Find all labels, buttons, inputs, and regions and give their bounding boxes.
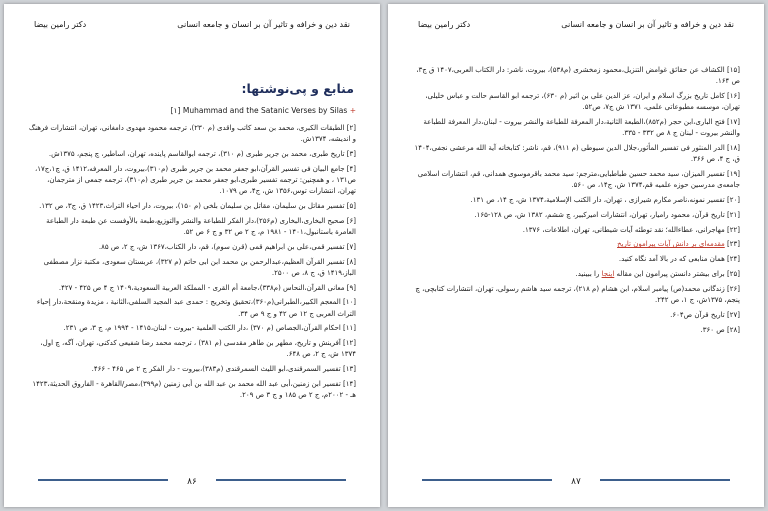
- reference-text: تفسیر قمی،علی بن ابراهیم قمی (قرن سوم)، قم، دار الکتاب،۱۳۶۷ ش، ج ۲، ص ۸۵.: [98, 242, 345, 251]
- reference-text: همان منابعی که در بالا آمد نگاه کنید.: [618, 255, 725, 264]
- plus-icon: +: [349, 106, 356, 115]
- reference-number[interactable]: [۹]: [346, 283, 356, 292]
- reference-number[interactable]: [۱۱]: [343, 324, 356, 333]
- reference-number[interactable]: [۶]: [346, 216, 356, 225]
- reference-number[interactable]: [۲۵]: [727, 269, 740, 278]
- author-name: دکتر رامین بیضا: [34, 20, 87, 29]
- reference-entry: [28, 123, 356, 145]
- reference-number[interactable]: [۸]: [346, 257, 356, 266]
- reference-entry: [28, 379, 356, 401]
- reference-text: تاریخ قرآن ص۶۰۴.: [670, 310, 725, 319]
- reference-entry: [412, 65, 740, 87]
- reference-entry: [412, 269, 740, 280]
- reference-number[interactable]: [۲۴]: [727, 255, 740, 264]
- reference-entry: [412, 284, 740, 306]
- reference-number[interactable]: [۱۷]: [727, 118, 740, 126]
- reference-number[interactable]: [۱۴]: [343, 379, 356, 388]
- reference-text[interactable]: مقدمه‌ای بر دانش آیات پیرامون تاریخ: [617, 240, 725, 249]
- reference-entry: [28, 201, 356, 212]
- reference-number[interactable]: [۱۳]: [343, 365, 356, 374]
- section-title: منابع و پی‌نوشتها:: [241, 81, 354, 96]
- page-number: ۸۶: [187, 477, 197, 487]
- reference-number[interactable]: [۵]: [346, 202, 356, 210]
- references-list: [28, 123, 356, 405]
- reference-entry: [412, 117, 740, 139]
- reference-entry: [412, 225, 740, 236]
- reference-text: آفرینش و تاریخ، مطهر بن طاهر مقدسی (م ۳۸۱) ، ترجمه محمد رضا شفیعی کدکنی، تهران، آگه، چ اول، ۱۳۷۴ ش، ج ۲، ص ۶۴۸.: [40, 339, 356, 359]
- reference-text: فتح الباری،ابن حجر (م۸۵۲)،الطبعة الثانیة،دار المعرفة للطباعة والنشر بیروت - لبنان،دار المعرفة للطباعة والنشر بیروت - لبنان ج ۸ ص ۳۳۲ - ۳۳۵.: [423, 118, 740, 138]
- reference-entry: [28, 164, 356, 198]
- reference-entry: [412, 239, 740, 250]
- reference-text: Muhammad and the Satanic Verses by Silas: [182, 106, 348, 115]
- reference-number[interactable]: [۱۰]: [343, 298, 356, 307]
- reference-number[interactable]: [۱۵]: [727, 66, 740, 74]
- reference-text: تفسیر المیزان، سید محمد حسین طباطبایی،مترجم: سید محمد باقرموسوی همدانی، قم، انتشارات اسلامی جامعه‌ی مدرسین حوزه علمیه قم،۱۳۷۴ ش، ج۱۴، ص ۵۶۰.: [417, 170, 740, 190]
- reference-text: المعجم الکبیر،الطبرانی(م۳۶۰)،تحقیق وتخریج : حمدی عبد المجید السلفی،الثانیة ، مزیدة ومنقحة،دار إحیاء التراث العربی ج ۱۲ ص ۴۲ و ج ۹ ص ۳۴.: [36, 298, 356, 318]
- reference-number[interactable]: [۱۲]: [343, 339, 356, 348]
- reference-entry: [412, 169, 740, 191]
- reference-entry: [28, 149, 356, 160]
- reference-text: تفسیر ابن زمنین،أبی عبد الله محمد بن عبد الله بن أبی زمنین (م۳۹۹)،مصر/القاهرة - الفاروق الحدیثة،۱۴۲۳ هـ - ۲۰۰۲م، ج ۲ ص ۱۸۵ و ج ۳ ص ۲۰۹.: [32, 379, 356, 400]
- reference-text: کامل تاریخ بزرگ اسلام و ایران، عز الدین علی بن اثیر (م ۶۳۰)، ترجمه ابو القاسم حالت و عباس خلیلی، تهران، موسسه مطبوعاتی علمی، ۱۳۷۱ ش ج۷، ص۵۲.: [425, 92, 740, 112]
- reference-entry: [412, 91, 740, 113]
- page-86: [4, 4, 380, 507]
- references-list: [412, 65, 740, 339]
- reference-entry: [28, 323, 356, 334]
- reference-number[interactable]: [۴]: [346, 164, 356, 173]
- author-name: دکتر رامین بیضا: [418, 20, 471, 29]
- reference-text: جامع البیان فی تفسیر القرآن،ابو جعفر محمد بن جریر طبری (م۳۱۰)،بیروت، دار المعرفه،۱۴۱۲ ق، چ۱،ج۱۷، ص۱۳۱ ، و همچنین: ترجمه تفسیر طبری،ابو جعفر محمد بن جریر طبری (م۳۱۰)، ترجمه جمعی از مترجمان، تهران، انتشارات توس،۱۳۵۶ ش، ج۴، ص ۱۰۷۹.: [34, 164, 356, 196]
- reference-number[interactable]: [۳]: [346, 150, 356, 158]
- reference-number[interactable]: [۲۲]: [727, 225, 740, 234]
- reference-text: الدر المنثور فی تفسیر المأثور،جلال الدین سیوطی (م ۹۱۱)، قم، ناشر: کتابخانه آیة الله مرعشی نجفی،۱۴۰۴ ق، ج ۴، ص ۳۶۶.: [414, 144, 740, 164]
- reference-entry: [28, 216, 356, 238]
- reference-entry: [28, 283, 356, 294]
- reference-english[interactable]: [171, 106, 356, 115]
- page-header: [418, 20, 734, 34]
- reference-link[interactable]: اینجا: [601, 269, 615, 278]
- reference-number[interactable]: [۱۸]: [727, 144, 740, 152]
- reference-text: تفسیر مقاتل بن سلیمان، مقاتل بن سلیمان بلخی (م ۱۵۰)، بیروت، دار احیاء التراث،۱۴۲۳ ق، ج۳، ص ۱۳۲.: [39, 202, 345, 210]
- reference-entry: [28, 364, 356, 375]
- reference-number: [۱]: [170, 106, 181, 115]
- reference-entry: [412, 325, 740, 336]
- reference-entry: [412, 195, 740, 206]
- reference-text: مهاجرانی، عطاءالله؛ نقد توطئه آیات شیطانی، تهران، اطلاعات، ۱۳۷۶.: [522, 225, 725, 234]
- reference-entry: [28, 257, 356, 279]
- reference-text: الطبقات الکبری، محمد بن سعد کاتب واقدی (م ۲۳۰)، ترجمه محمود مهدوی دامغانی، تهران، انتشارات فرهنگ و اندیشه، ۱۳۷۴ش.: [28, 124, 356, 144]
- reference-text: تفسیر نمونه،ناصر مکارم شیرازی ، تهران، دار الکتب الإسلامیة،۱۳۷۴ ش، ج ۱۴، ص ۱۳۱.: [470, 196, 725, 204]
- book-title: نقد دین و خرافه و تاثیر آن بر انسان و جامعه انسانی: [561, 20, 734, 29]
- reference-text: معانی القرآن،النحاس (م۳۳۸)،جامعة أم القری - المملکة العربیة السعودیة،۱۴۰۹ ج ۴ ص ۴۲۵ - ۴۲۷.: [58, 283, 345, 292]
- reference-text: تفسیر السمرقندی،ابو اللیث السمرقندی (م۳۸۳)،بیروت - دار الفکر ج ۲ ص ۴۶۵ - ۴۶۶.: [91, 365, 341, 374]
- reference-entry: [412, 254, 740, 265]
- reference-number[interactable]: [۱۶]: [727, 92, 740, 100]
- reference-suffix: را ببینید.: [575, 269, 600, 278]
- reference-number[interactable]: [۲۳]: [727, 240, 740, 249]
- reference-text: احکام القرآن،الجصاص (م ۳۷۰) ،دار الکتب العلمیة -بیروت - لبنان،۱۴۱۵ - ۱۹۹۴ م، ج ۳، ص ۲۳۱.: [63, 324, 341, 333]
- page-number: ۸۷: [571, 477, 581, 487]
- reference-entry: [28, 242, 356, 253]
- reference-number[interactable]: [۲۰]: [727, 196, 740, 204]
- reference-entry: [28, 297, 356, 319]
- reference-number[interactable]: [۲۱]: [727, 210, 740, 219]
- reference-text: تاریخ قرآن، محمود رامیار، تهران، انتشارات امیرکبیر، چ ششم، ۱۳۸۲ ش، ص ۱۲۸-۱۶۵.: [474, 210, 725, 219]
- reference-entry: [412, 143, 740, 165]
- book-title: نقد دین و خرافه و تاثیر آن بر انسان و جامعه انسانی: [177, 20, 350, 29]
- page-87: [388, 4, 764, 507]
- reference-entry: [28, 338, 356, 360]
- reference-entry: [412, 210, 740, 221]
- reference-entry: [412, 310, 740, 321]
- reference-number[interactable]: [۲]: [346, 124, 356, 132]
- reference-text: تفسیر القرآن العظیم،عبدالرحمن بن محمد ابن ابی حاتم (م ۳۲۷)، عربستان سعودی، مکتبة نزار مصطفی الباز،۱۴۱۹ ق، ج ۸، ص ۲۵۰۰.: [43, 257, 356, 277]
- reference-text: برای بیشتر دانستن پیرامون این مقاله: [616, 269, 725, 278]
- reference-number[interactable]: [۷]: [346, 242, 356, 251]
- reference-text: الکشاف عن حقائق غوامض التنزیل،محمود زمخشری (م۵۳۸)، بیروت، ناشر: دار الکتاب العربی،۱۴۰۷ ق ج۳، ص ۱۶۴.: [416, 66, 740, 86]
- reference-text: ص ۳۶۰.: [700, 325, 725, 334]
- reference-number[interactable]: [۲۷]: [727, 310, 740, 319]
- reference-text: صحیح البخاری،البخاری (م۲۵۶)،دار الفکر للطباعة والنشر والتوزیع،طبعة بالأوفست عن طبعة دار الطباعة العامرة باستانبول،۱۴۰۱ - ۱۹۸۱ م، ج ۲ ص ۳۲ و ج ۶ ص ۵۲.: [46, 216, 356, 236]
- reference-number[interactable]: [۲۸]: [727, 325, 740, 334]
- page-header: [34, 20, 350, 34]
- reference-text: زندگانی محمد(ص) پیامبر اسلام، ابن هشام (م ۲۱۸)، ترجمه سید هاشم رسولی، تهران، انتشارات کتابچی، چ پنجم، ۱۳۷۵ش، ج ۱، ص ۲۴۲.: [415, 284, 740, 304]
- reference-number[interactable]: [۲۶]: [727, 284, 740, 293]
- reference-number[interactable]: [۱۹]: [727, 170, 740, 178]
- reference-text: تاریخ طبری، محمد بن جریر طبری (م ۳۱۰)، ترجمه ابوالقاسم پاینده، تهران، اساطیر، چ پنجم، ۱۳۷۵ش.: [48, 150, 345, 158]
